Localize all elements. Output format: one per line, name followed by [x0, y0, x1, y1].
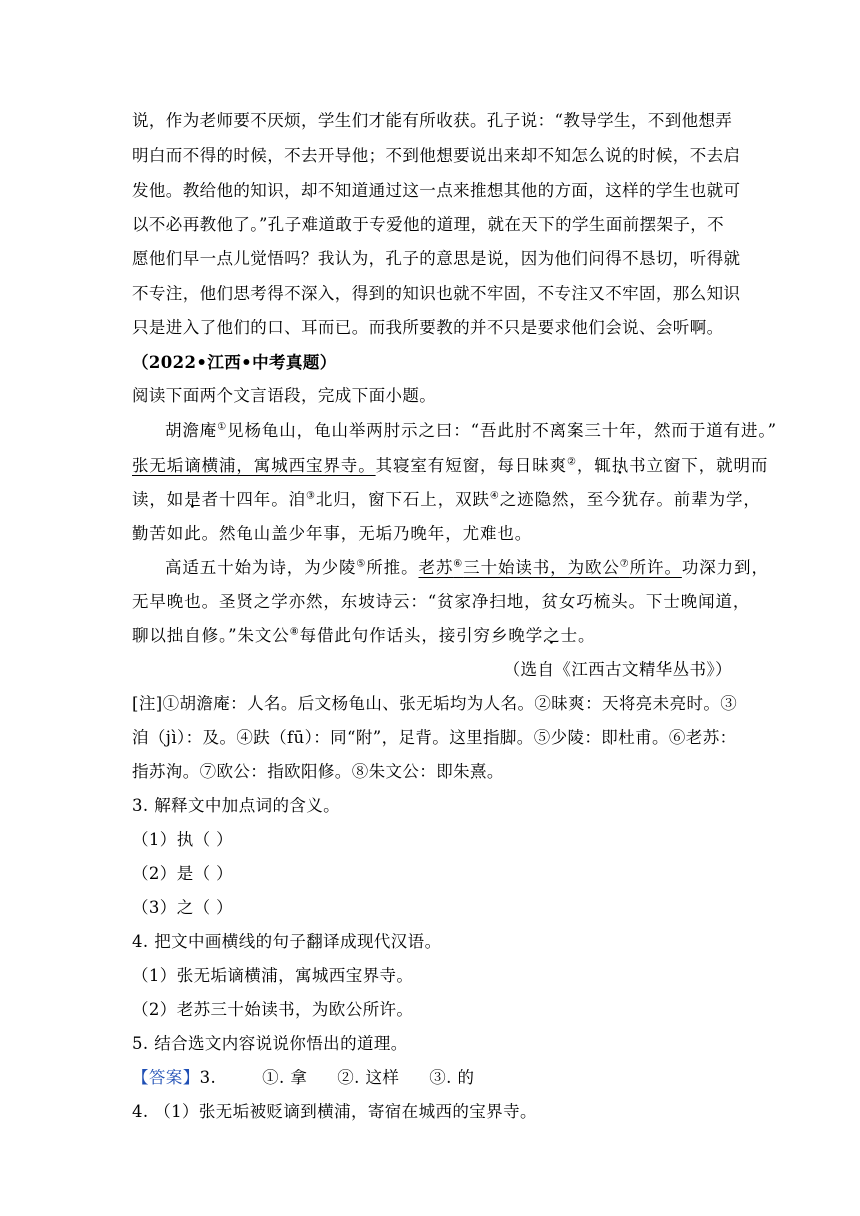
question-3-stem: 3. 解释文中加点词的含义。 — [132, 796, 341, 815]
dotted-word: 之 — [543, 626, 561, 645]
question-3-item: （2）是（ ） — [132, 864, 234, 883]
note-marker: ⑤ — [356, 558, 367, 570]
passage-line: 愿他们早一点儿觉悟吗？我认为，孔子的意思是说，因为他们问得不恳切，听得就 — [132, 249, 741, 268]
instruction: 阅读下面两个文言语段，完成下面小题。 — [132, 386, 437, 405]
passage-line: 说，作为老师要不厌烦，学生们才能有所收获。孔子说：“教导学生，不到他想弄 — [132, 111, 733, 130]
passage-line: 不专注，他们思考得不深入，得到的知识也就不牢固，不专注又不牢固，那么知识 — [132, 284, 741, 303]
note-marker: ② — [567, 456, 577, 468]
note-line: [注]①胡澹庵：人名。后文杨龟山、张无垢均为人名。②昧爽：天将亮未亮时。③ — [132, 694, 738, 713]
dotted-word: 执 — [611, 456, 630, 475]
note-marker: ⑧ — [289, 626, 300, 638]
note-marker: ④ — [489, 490, 500, 502]
note-marker: ③ — [306, 490, 316, 502]
question-5-stem: 5. 结合选文内容说说你悟出的道理。 — [132, 1034, 408, 1053]
answer-line: 4. （1）张无垢被贬谪到横浦，寄宿在城西的宝界寺。 — [132, 1102, 537, 1121]
passage-line: 只是进入了他们的口、耳而已。而我所要教的并不只是要求他们会说、会听啊。 — [132, 318, 724, 337]
question-4-item: （2）老苏三十始读书，为欧公所许。 — [132, 1000, 414, 1019]
classical-line: 胡澹庵①见杨龟山，龟山举两肘示之曰：“吾此肘不离案三十年，然而于道有进。” — [165, 421, 777, 440]
answer-item: ②. 这样 — [337, 1068, 400, 1087]
dotted-word: 是 — [184, 490, 202, 509]
underlined-sentence: 张无垢谪横浦，寓城西宝界寺。 — [132, 456, 376, 475]
classical-line: 聊以拙自修。”朱文公⑧每借此句作话头，接引穷乡晚学之士。 — [132, 626, 596, 645]
note-line: 指苏洵。⑦欧公：指欧阳修。⑧朱文公：即朱熹。 — [132, 762, 504, 781]
classical-line: 勤苦如此。然龟山盖少年事，无垢乃晚年，尤难也。 — [132, 524, 533, 543]
source-heading: （2022•江西•中考真题） — [132, 353, 337, 372]
classical-line: 高适五十始为诗，为少陵⑤所推。老苏⑥三十始读书，为欧公⑦所许。功深力到， — [165, 558, 769, 577]
classical-line: 无早晚也。圣贤之学亦然，东坡诗云：“贫家净扫地，贫女巧梳头。下士晚闻道， — [132, 592, 751, 611]
classical-line: 张无垢谪横浦，寓城西宝界寺。其寝室有短窗，每日昧爽②，辄执书立窗下，就明而 — [132, 456, 769, 475]
answer-tag: 【答案】 — [132, 1068, 200, 1087]
passage-line: 明白而不得的时候，不去开导他；不到他想要说出来却不知怎么说的时候，不去启 — [132, 146, 741, 165]
source-citation: （选自《江西古文精华丛书》） — [503, 660, 732, 679]
question-4-stem: 4. 把文中画横线的句子翻译成现代汉语。 — [132, 932, 442, 951]
passage-line: 发他。教给他的知识，却不知道通过这一点来推想其他的方面，这样的学生也就可 — [132, 181, 741, 200]
answer-line: 【答案】3. ①. 拿 ②. 这样 ③. 的 — [132, 1068, 475, 1087]
question-4-item: （1）张无垢谪横浦，寓城西宝界寺。 — [132, 966, 414, 985]
answer-item: ③. 的 — [429, 1068, 475, 1087]
note-marker: ① — [217, 421, 228, 433]
note-line: 洎（jì）：及。④趺（fū）：同“附”，足背。这里指脚。⑤少陵：即杜甫。⑥老苏： — [132, 728, 737, 747]
passage-line: 以不必再教他了。”孔子难道敢于专爱他的道理，就在天下的学生面前摆架子，不 — [132, 215, 725, 234]
question-3-item: （1）执（ ） — [132, 830, 234, 849]
classical-line: 读，如是者十四年。洎③北归，窗下石上，双趺④之迹隐然，至今犹存。前辈为学， — [132, 490, 761, 509]
underlined-sentence: 老苏⑥三十始读书，为欧公⑦所许。 — [418, 558, 682, 577]
answer-item: ①. 拿 — [262, 1068, 308, 1087]
question-3-item: （3）之（ ） — [132, 898, 234, 917]
